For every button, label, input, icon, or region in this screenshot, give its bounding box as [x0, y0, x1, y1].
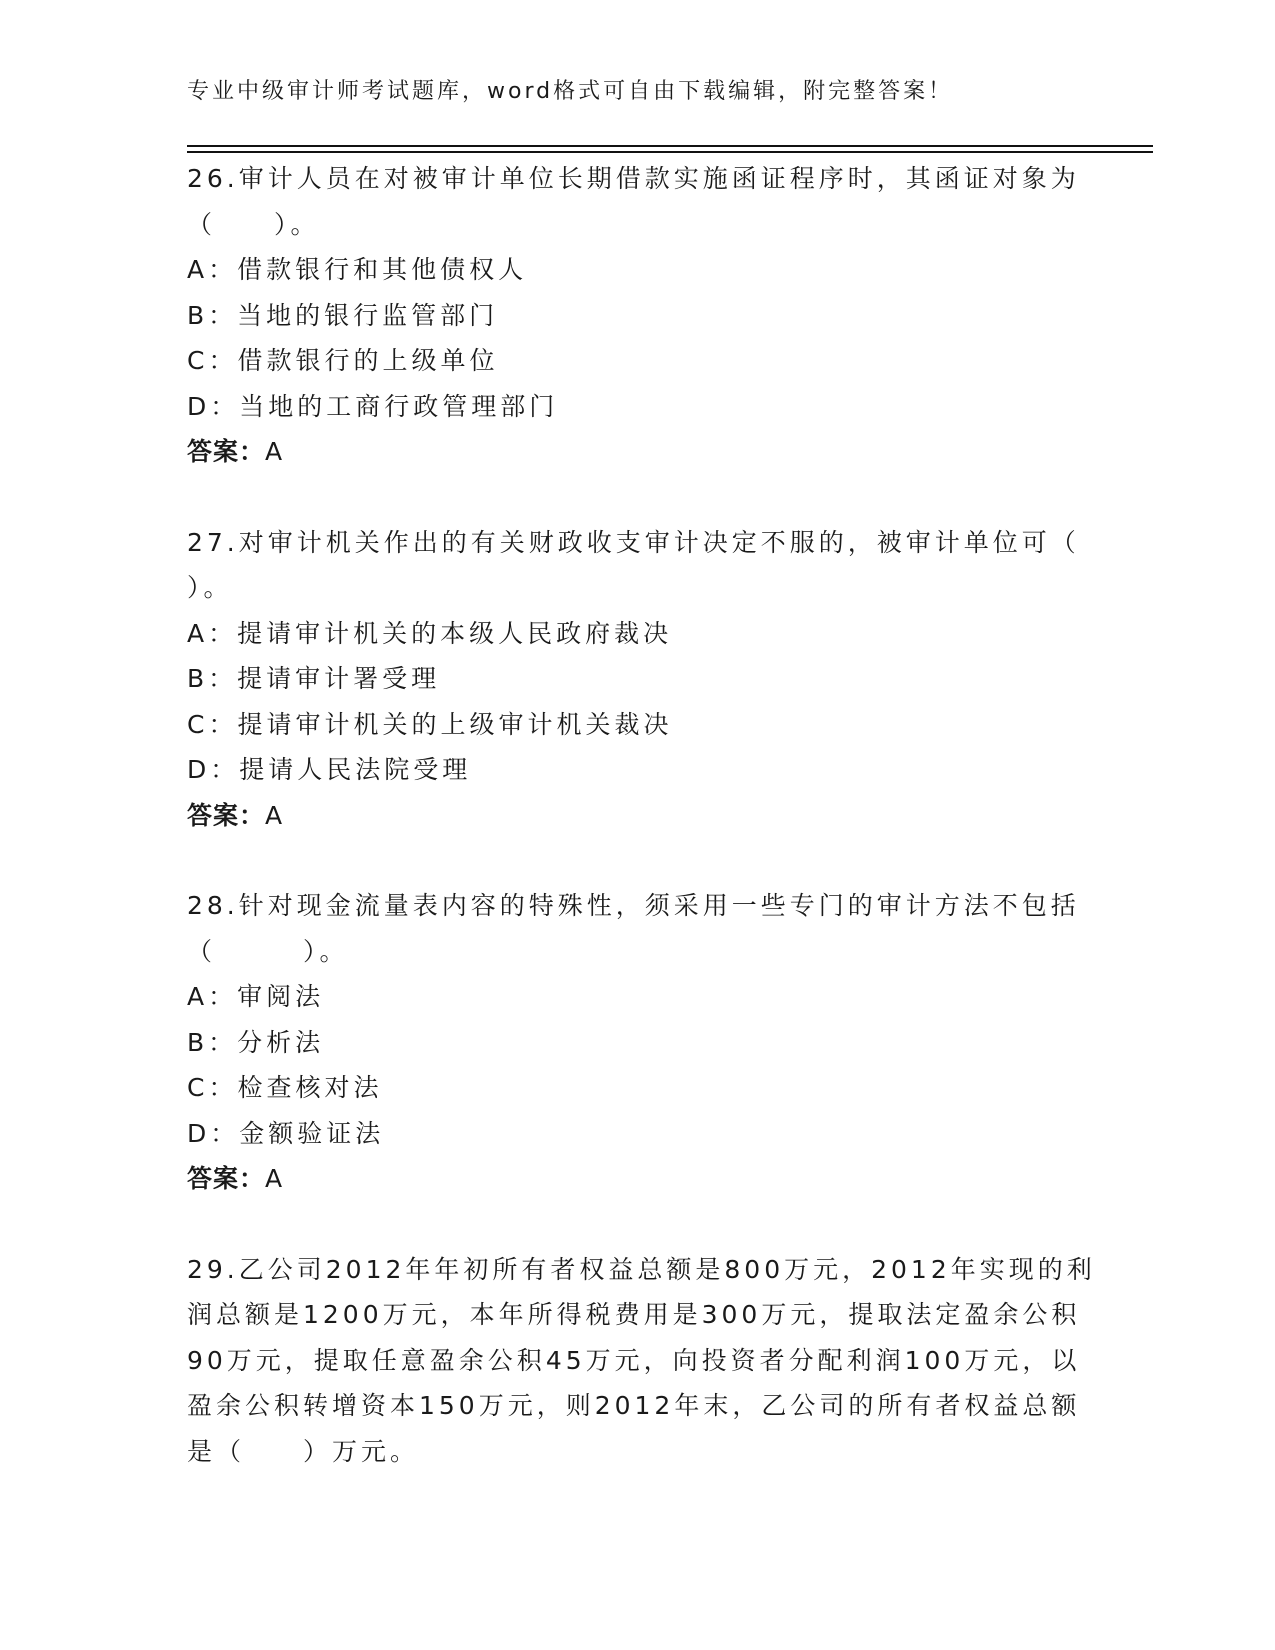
option-d: D：提请人民法院受理 — [187, 755, 472, 784]
answer-value: A — [265, 437, 283, 466]
answer-label: 答案： — [187, 437, 266, 466]
answer-value: A — [265, 800, 283, 830]
answer-value: A — [265, 1164, 283, 1193]
option-a: A：借款银行和其他债权人 — [187, 255, 528, 284]
question-28 — [187, 883, 1087, 1202]
answer-label: 答案： — [187, 800, 266, 830]
question-stem-line: 29.乙公司2012年年初所有者权益总额是800万元，2012年实现的利 — [187, 1254, 1096, 1284]
option-a: A：审阅法 — [187, 982, 325, 1011]
option-a: A：提请审计机关的本级人民政府裁决 — [187, 618, 673, 648]
question-26 — [187, 156, 1087, 475]
question-stem-line: 90万元，提取任意盈余公积45万元，向投资者分配利润100万元，以 — [187, 1345, 1081, 1375]
question-29 — [187, 1247, 1096, 1475]
question-stem-line: 润总额是1200万元，本年所得税费用是300万元，提取法定盈余公积 — [187, 1300, 1081, 1329]
option-d: D：当地的工商行政管理部门 — [187, 391, 559, 421]
option-b: B：分析法 — [187, 1027, 325, 1057]
option-b: B：提请审计署受理 — [187, 664, 441, 693]
question-stem-line: （ ）。 — [187, 936, 349, 966]
option-c: C：借款银行的上级单位 — [187, 346, 499, 375]
option-c: C：检查核对法 — [187, 1073, 383, 1102]
answer — [187, 793, 1087, 839]
answer — [187, 429, 1087, 475]
header-rule-bottom — [187, 151, 1153, 153]
page-header: 专业中级审计师考试题库，word格式可自由下载编辑，附完整答案！ — [187, 79, 954, 104]
option-c: C：提请审计机关的上级审计机关裁决 — [187, 709, 673, 739]
question-stem-line: 26.审计人员在对被审计单位长期借款实施函证程序时，其函证对象为 — [187, 164, 1080, 193]
question-27 — [187, 520, 1087, 839]
question-list — [187, 156, 1096, 1474]
question-stem-line: 28.针对现金流量表内容的特殊性，须采用一些专门的审计方法不包括 — [187, 891, 1080, 920]
answer — [187, 1156, 1087, 1202]
header-rule-top — [187, 145, 1153, 147]
question-stem-line: 盈余公积转增资本150万元，则2012年末，乙公司的所有者权益总额 — [187, 1391, 1081, 1420]
option-b: B：当地的银行监管部门 — [187, 300, 499, 330]
answer-label: 答案： — [187, 1164, 266, 1193]
question-stem-line: ）。 — [187, 573, 233, 602]
question-stem-line: 是（ ）万元。 — [187, 1436, 420, 1466]
question-stem-line: 27.对审计机关作出的有关财政收支审计决定不服的，被审计单位可（ — [187, 527, 1080, 557]
option-d: D：金额验证法 — [187, 1118, 385, 1148]
question-stem-line: （ ）。 — [187, 209, 320, 239]
